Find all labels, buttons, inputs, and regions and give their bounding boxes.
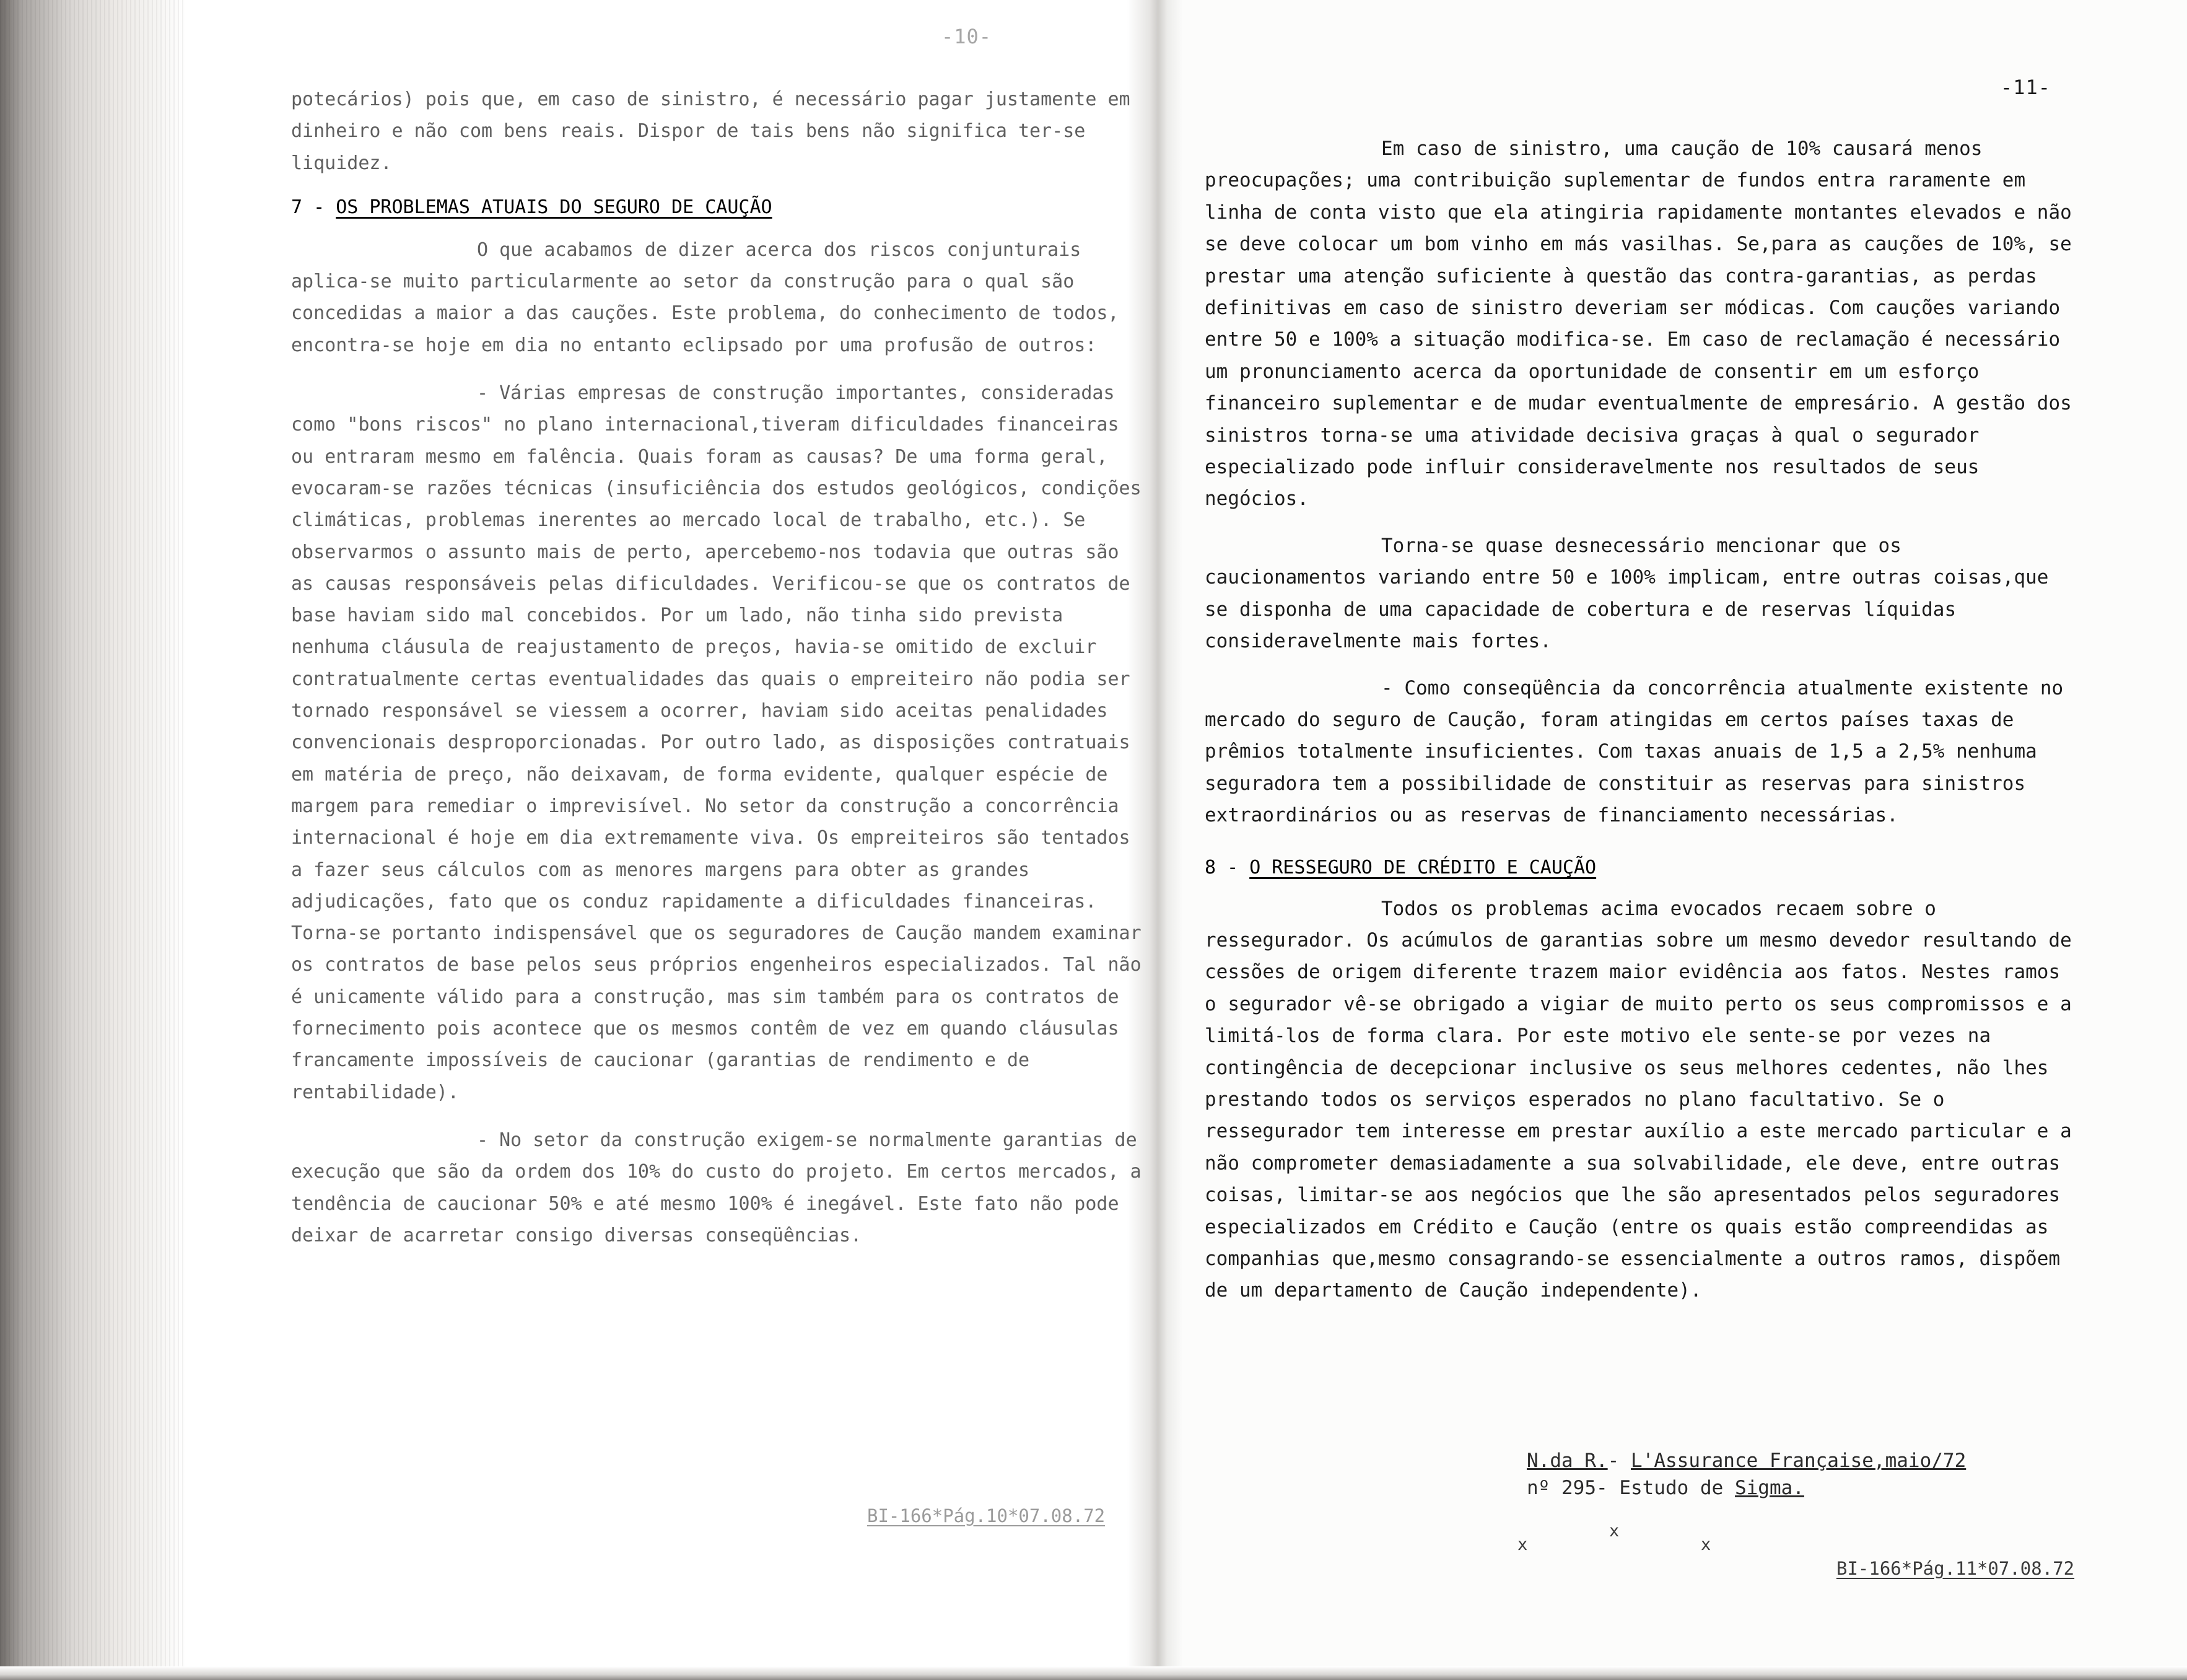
paragraph-continuation: potecários) pois que, em caso de sinistro, é necessário pagar justamente em dinheiro e não com bens reais. Dispor de tais bens não significa ter-se liquidez. xyxy=(291,89,1130,174)
right-page-number: -11- xyxy=(2001,76,2051,99)
book-binding xyxy=(0,0,186,1680)
paragraph-bullet: - Várias empresas de construção importantes, consideradas como "bons riscos" no plano internacional,tiveram dificuldades financeiras ou entraram mesmo em falência. Quais foram as causas? De uma forma geral, evocaram-se razões técnicas (insuficiência dos estudos geológicos, condições climáticas, problemas inerentes ao mercado local de trabalho, etc.). Se observarmos o assunto mais de perto, apercebemo-nos todavia que outras são as causas responsáveis pelas dificuldades. Verificou-se que os contratos de base haviam sido mal concebidos. Por um lado, não tinha sido prevista nenhuma cláusula de reajustamento de preços, havia-se omitido de excluir contratualmente certas eventualidades das quais o empreiteiro não podia ser tornado responsável se viessem a ocorrer, haviam sido aceitas penalidades convencionais desproporcionadas. Por outro lado, as disposições contratuais em matéria de preço, não deixavam, de forma evidente, qualquer espécie de margem para remediar o imprevisível. No setor da construção a concorrência internacional é hoje em dia extremamente viva. Os empreiteiros são tentados a fazer seus cálculos com as menores margens para obter as grandes adjudicações, fato que os conduz rapidamente a dificuldades financeiras. Torna-se portanto indispensável que os seguradores de Caução mandem examinar os contratos de base pelos seus próprios engenheiros especializados. Tal não é unicamente válido para a construção, mas sim também para os contratos de fornecimento pois acontece que os mesmos contêm de vez em quando cláusulas francamente impossíveis de caucionar (garantias de rendimento e de rentabilidade). xyxy=(291,382,1142,1103)
right-page-footer: BI-166*Pág.11*07.08.72 xyxy=(1836,1558,2075,1579)
ornament-mark: x xyxy=(1517,1535,1528,1554)
ornament-mark: x xyxy=(1701,1535,1711,1554)
editor-note-line-1 xyxy=(1527,1447,1966,1474)
section-heading-title: O RESSEGURO DE CRÉDITO E CAUÇÃO xyxy=(1249,856,1597,878)
editor-note-separator: - xyxy=(1607,1450,1620,1472)
paragraph: Torna-se quase desnecessário mencionar que os caucionamentos variando entre 50 e 100% implicam, entre outras coisas,que se disponha de uma capacidade de cobertura e de reservas líquidas consideravelmente mais fortes. xyxy=(1205,534,2049,653)
right-page-text xyxy=(1205,133,2072,1307)
editor-note-line-2 xyxy=(1527,1474,1966,1502)
editor-note-study: Estudo de xyxy=(1619,1477,1724,1499)
paragraph: Todos os problemas acima evocados recaem sobre o ressegurador. Os acúmulos de garantias sobre um mesmo devedor resultando de cessões de origem diferente trazem maior evidência aos fatos. Nestes ramos o segurador vê-se obrigado a vigiar de muito perto os seus compromissos e a limitá-los de forma clara. Por este motivo ele sente-se por vezes na contingência de decepcionar inclusive os seus melhores cedentes, não lhes prestando todos os serviços esperados no plano facultativo. Se o ressegurador tem interesse em prestar auxílio a este mercado particular e a não comprometer demasiadamente a sua solvabilidade, ele deve, entre outras coisas, limitar-se aos negócios que lhe são apresentados pelos seguradores especializados em Crédito e Caução (entre os quais estão compreendidas as companhias que,mesmo consagrando-se essencialmente a outros ramos, dispõem de um departamento de Caução independente). xyxy=(1205,897,2072,1302)
editor-note-label: N.da R. xyxy=(1527,1450,1608,1472)
section-heading-8 xyxy=(1205,857,2072,878)
section-heading-number: 8 - xyxy=(1205,856,1239,878)
left-page-number: -10- xyxy=(941,25,992,48)
paragraph-bullet: - Como conseqüência da concorrência atualmente existente no mercado do seguro de Caução, foram atingidas em certos países taxas de prêmios totalmente insuficientes. Com taxas anuais de 1,5 a 2,5% nenhuma seguradora tem a possibilidade de constituir as reservas para sinistros extraordinários ou as reservas de financiamento necessárias. xyxy=(1205,676,2064,827)
section-heading-7 xyxy=(291,196,1146,218)
section-heading-number: 7 - xyxy=(291,196,325,218)
ornament-mark: x xyxy=(1609,1521,1620,1541)
paragraph-bullet: - No setor da construção exigem-se normalmente garantias de execução que são da ordem dos 10% do custo do projeto. Em certos mercados, a tendência de caucionar 50% e até mesmo 100% é inegável. Este fato não pode deixar de acarretar consigo diversas conseqüências. xyxy=(291,1129,1142,1246)
section-heading-title: OS PROBLEMAS ATUAIS DO SEGURO DE CAUÇÃO xyxy=(336,196,772,218)
editor-note xyxy=(1527,1447,1966,1502)
paragraph: Em caso de sinistro, uma caução de 10% causará menos preocupações; uma contribuição suplementar de fundos entra raramente em linha de conta visto que ela atingiria rapidamente montantes elevados e não se deve colocar um bom vinho em más vasilhas. Se,para as cauções de 10%, se prestar uma atenção suficiente à questão das contra-garantias, as perdas definitivas em caso de sinistro deveriam ser módicas. Com cauções variando entre 50 e 100% a situação modifica-se. Em caso de reclamação é necessário um pronunciamento acerca da oportunidade de consentir em um esforço financeiro suplementar e de mudar eventualmente de empresário. A gestão dos sinistros torna-se uma atividade decisiva graças à qual o segurador especializado pode influir consideravelmente nos resultados de seus negócios. xyxy=(1205,138,2072,510)
left-page-text xyxy=(291,84,1146,1251)
left-page-footer: BI-166*Pág.10*07.08.72 xyxy=(867,1505,1106,1526)
page-bottom-edge xyxy=(0,1666,2187,1680)
editor-note-issue: nº 295- xyxy=(1527,1477,1608,1499)
editor-note-sigma: Sigma. xyxy=(1734,1477,1804,1499)
paragraph: O que acabamos de dizer acerca dos riscos conjunturais aplica-se muito particularmente ao setor da construção para o qual são concedidas a maior a das cauções. Este problema, do conhecimento de todos, encontra-se hoje em dia no entanto eclipsado por uma profusão de outros: xyxy=(291,238,1119,356)
editor-note-source: L'Assurance Française,maio/72 xyxy=(1631,1450,1967,1472)
